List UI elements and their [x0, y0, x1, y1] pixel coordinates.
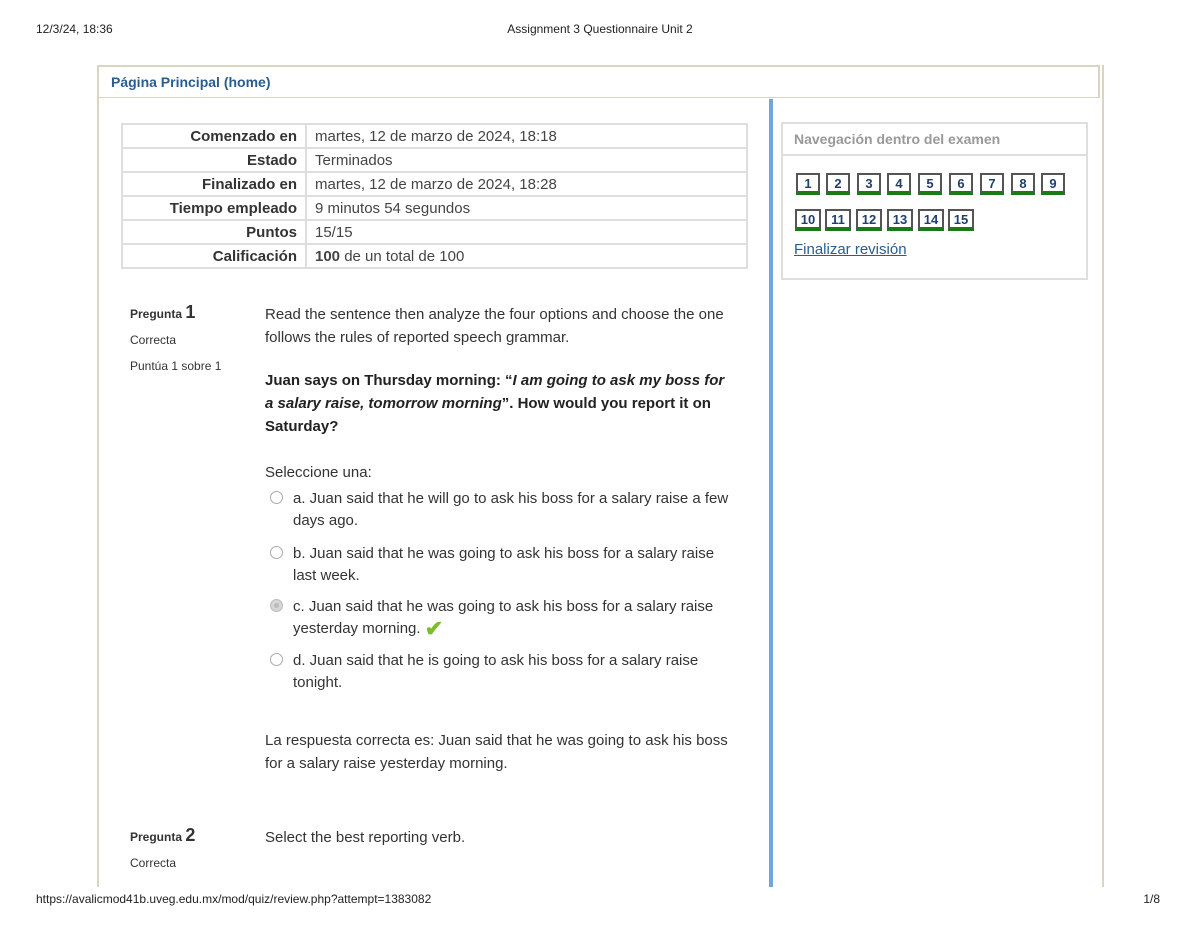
nav-question-5[interactable]: 5	[918, 173, 942, 195]
summary-label: Comenzado en	[122, 124, 306, 148]
radio-button[interactable]	[270, 653, 283, 666]
radio-button[interactable]	[270, 491, 283, 504]
radio-button-selected[interactable]	[270, 599, 283, 612]
question-2-status: Correcta	[130, 856, 177, 870]
print-url: https://avalicmod41b.uveg.edu.mx/mod/quiz/review.php?attempt=1383082	[36, 892, 432, 906]
summary-value: 9 minutos 54 segundos	[306, 196, 747, 220]
select-one-label: Seleccione una:	[265, 464, 372, 481]
option-text: c. Juan said that he was going to ask his boss for a salary raise yesterday morning.	[293, 598, 714, 637]
summary-row-state	[122, 148, 747, 172]
prompt-end: ”. How would you report it on Saturday?	[265, 395, 711, 435]
print-page-number: 1/8	[1143, 892, 1160, 906]
option-text: d. Juan said that he is going to ask his boss for a salary raise tonight.	[293, 652, 699, 691]
nav-question-12[interactable]: 12	[856, 209, 882, 231]
print-date: 12/3/24, 18:36	[36, 22, 113, 36]
option-text: b. Juan said that he was going to ask his boss for a salary raise last week.	[293, 545, 715, 584]
question-1-score: Puntúa 1 sobre 1	[130, 359, 222, 373]
quiz-navigation-title: Navegación dentro del examen	[783, 124, 1086, 156]
question-1-info	[130, 302, 195, 323]
nav-question-9[interactable]: 9	[1041, 173, 1065, 195]
option-text-wrap	[293, 596, 738, 640]
question-label: Pregunta	[130, 830, 183, 844]
summary-row-points	[122, 220, 747, 244]
nav-question-4[interactable]: 4	[887, 173, 911, 195]
question-number: 1	[185, 302, 196, 322]
question-number: 2	[185, 825, 196, 845]
nav-question-7[interactable]: 7	[980, 173, 1004, 195]
nav-question-3[interactable]: 3	[857, 173, 881, 195]
print-header	[0, 22, 1200, 38]
summary-value: 15/15	[306, 220, 747, 244]
nav-question-1[interactable]: 1	[796, 173, 820, 195]
summary-label: Calificación	[122, 244, 306, 268]
question-1-text: Read the sentence then analyze the four options and choose the one follows the rules of reported speech grammar.	[265, 306, 724, 346]
question-1-status: Correcta	[130, 333, 177, 347]
summary-value: martes, 12 de marzo de 2024, 18:18	[306, 124, 747, 148]
summary-label: Finalizado en	[122, 172, 306, 196]
question-2-text: Select the best reporting verb.	[265, 829, 466, 846]
option-text: a. Juan said that he will go to ask his boss for a salary raise a few days ago.	[293, 490, 729, 529]
prompt-start: Juan says on Thursday morning: “	[265, 372, 513, 389]
summary-label: Puntos	[122, 220, 306, 244]
nav-question-6[interactable]: 6	[949, 173, 973, 195]
summary-value: martes, 12 de marzo de 2024, 18:28	[306, 172, 747, 196]
nav-question-2[interactable]: 2	[826, 173, 850, 195]
summary-row-grade	[122, 244, 747, 268]
nav-question-8[interactable]: 8	[1011, 173, 1035, 195]
summary-value: Terminados	[306, 148, 747, 172]
summary-row-finished	[122, 172, 747, 196]
column-divider	[769, 99, 773, 887]
nav-question-15[interactable]: 15	[948, 209, 974, 231]
summary-label: Estado	[122, 148, 306, 172]
finish-review-link[interactable]: Finalizar revisión	[794, 241, 907, 258]
grade-total: de un total de 100	[340, 247, 465, 265]
question-label: Pregunta	[130, 307, 183, 321]
summary-row-started	[122, 124, 747, 148]
nav-question-11[interactable]: 11	[825, 209, 851, 231]
correct-answer-feedback: La respuesta correcta es: Juan said that he was going to ask his boss for a salary raise yesterday morning.	[265, 732, 728, 772]
home-link[interactable]: Página Principal (home)	[111, 74, 271, 90]
print-title: Assignment 3 Questionnaire Unit 2	[507, 22, 693, 36]
nav-question-14[interactable]: 14	[918, 209, 944, 231]
grade-value: 100	[315, 247, 341, 265]
prompt-quote: I am going to ask my boss for a salary raise, tomorrow morning	[265, 372, 725, 412]
breadcrumb	[97, 65, 1100, 98]
question-2-info	[130, 825, 195, 846]
question-1-prompt	[265, 369, 735, 438]
nav-question-13[interactable]: 13	[887, 209, 913, 231]
radio-button[interactable]	[270, 546, 283, 559]
summary-row-time	[122, 196, 747, 220]
summary-value	[306, 244, 747, 268]
summary-label: Tiempo empleado	[122, 196, 306, 220]
checkmark-icon: ✔	[424, 616, 444, 641]
nav-question-10[interactable]: 10	[795, 209, 821, 231]
attempt-summary-table	[121, 123, 748, 269]
